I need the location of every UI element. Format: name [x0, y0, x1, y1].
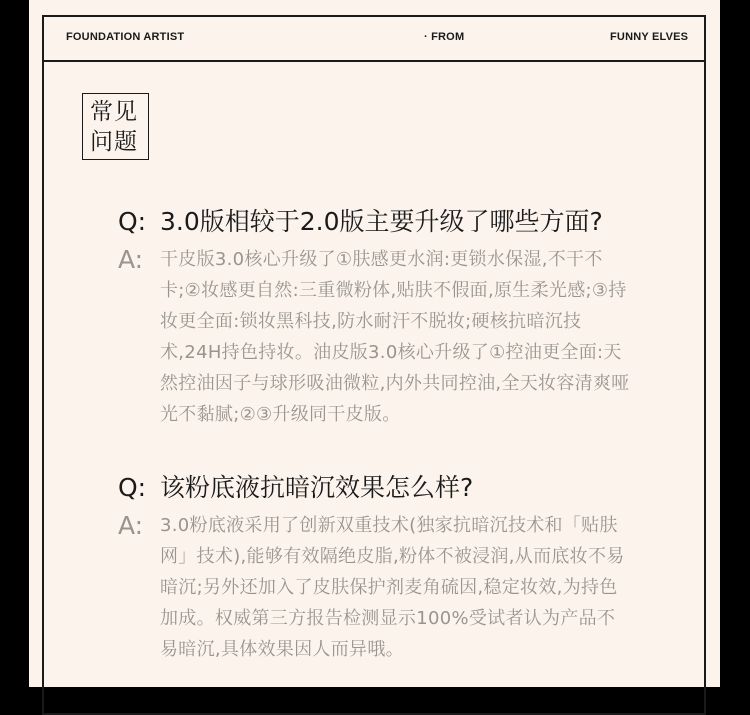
section-title-box	[82, 93, 149, 160]
section-title-line2: 问题	[90, 129, 138, 155]
header-divider	[42, 60, 706, 62]
header-right-text: FUNNY ELVES	[610, 31, 689, 43]
question-row	[118, 471, 630, 505]
question-text: 该粉底液抗暗沉效果怎么样?	[160, 473, 474, 502]
answer-mark-label: A:	[118, 245, 144, 274]
answer-row	[118, 510, 630, 665]
answer-mark-label: A:	[118, 511, 144, 540]
question-mark-label: Q:	[118, 207, 147, 236]
faq-item-2	[118, 471, 630, 665]
faq-item-1	[118, 205, 630, 430]
question-mark-label: Q:	[118, 473, 147, 502]
answer-text: 3.0粉底液采用了创新双重技术(独家抗暗沉技术和「贴肤网」技术),能够有效隔绝皮脂,粉体不被浸润,从而底妆不易暗沉;另外还加入了皮肤保护剂麦角硫因,稳定妆效,为持色加成。权威第三方报告检测显示100%受试者认为产品不易暗沉,具体效果因人而异哦。	[160, 515, 625, 660]
header-middle-text: · FROM	[424, 31, 465, 43]
answer-text: 干皮版3.0核心升级了①肤感更水润:更锁水保湿,不干不卡;②妆感更自然:三重微粉体,贴肤不假面,原生柔光感;③持妆更全面:锁妆黑科技,防水耐汗不脱妆;硬核抗暗沉技术,24H持色持妆。油皮版3.0核心升级了①控油更全面:天然控油因子与球形吸油微粒,内外共同控油,全天妆容清爽哑光不黏腻;②③升级同干皮版。	[160, 249, 630, 425]
header-left-text: FOUNDATION ARTIST	[66, 31, 185, 43]
question-row	[118, 205, 630, 239]
section-title-line1: 常见	[90, 99, 138, 125]
answer-row	[118, 244, 630, 430]
question-text: 3.0版相较于2.0版主要升级了哪些方面?	[160, 207, 603, 236]
